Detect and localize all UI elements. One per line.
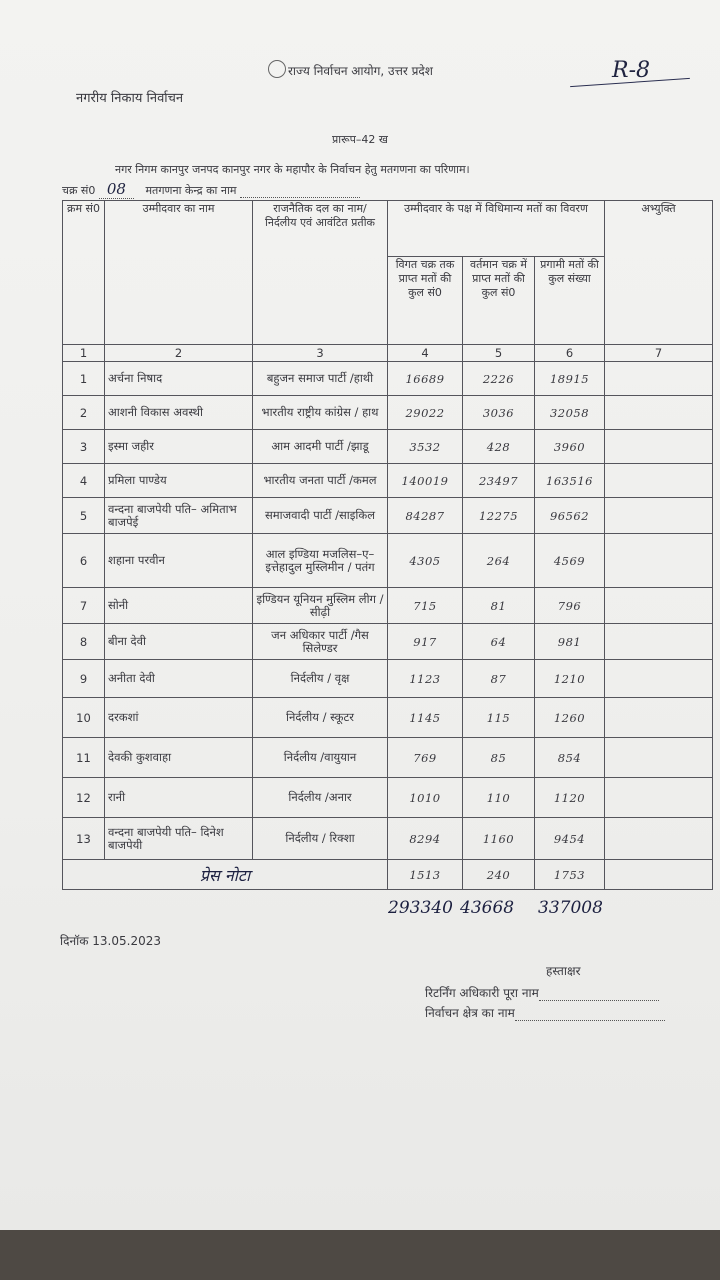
party-name: समाजवादी पार्टी /साइकिल: [253, 498, 388, 534]
current-votes: 115: [463, 698, 535, 738]
round-line: [62, 180, 360, 199]
table-row: [63, 396, 713, 430]
table-row: [63, 588, 713, 624]
previous-votes: 8294: [388, 818, 463, 860]
row-sno: 8: [63, 624, 105, 660]
current-votes: 85: [463, 738, 535, 778]
remarks-cell: [605, 430, 713, 464]
current-votes: 428: [463, 430, 535, 464]
previous-votes: 84287: [388, 498, 463, 534]
cumulative-votes: 18915: [535, 362, 605, 396]
commission-name: राज्य निर्वाचन आयोग, उत्तर प्रदेश: [288, 64, 433, 78]
table-row: [63, 778, 713, 818]
candidate-name: सोनी: [105, 588, 253, 624]
candidate-name: वन्दना बाजपेयी पति– अमिताभ बाजपेई: [105, 498, 253, 534]
election-type: नगरीय निकाय निर्वाचन: [76, 91, 184, 106]
row-sno: 6: [63, 534, 105, 588]
total-current: 43668: [460, 898, 515, 918]
party-name: आल इण्डिया मजलिस–ए–इत्तेहादुल मुस्लिमीन / पतंग: [253, 534, 388, 588]
header-remarks: अभ्युक्ति: [605, 201, 713, 345]
nota-cumulative: 1753: [535, 860, 605, 890]
candidate-name: अर्चना निषाद: [105, 362, 253, 396]
row-sno: 3: [63, 430, 105, 464]
row-sno: 9: [63, 660, 105, 698]
current-votes: 110: [463, 778, 535, 818]
previous-votes: 917: [388, 624, 463, 660]
party-name: निर्दलीय /अनार: [253, 778, 388, 818]
constituency-line: [425, 1004, 665, 1021]
cumulative-votes: 1210: [535, 660, 605, 698]
party-name: बहुजन समाज पार्टी /हाथी: [253, 362, 388, 396]
header-name: उम्मीदवार का नाम: [105, 201, 253, 345]
cumulative-votes: 163516: [535, 464, 605, 498]
header-votes-group: उम्मीदवार के पक्ष में विधिमान्य मतों का विवरण: [388, 201, 605, 257]
row-sno: 10: [63, 698, 105, 738]
current-votes: 1160: [463, 818, 535, 860]
header-previous: विगत चक्र तक प्राप्त मतों की कुल सं0: [388, 257, 463, 345]
row-sno: 1: [63, 362, 105, 396]
table-row: [63, 660, 713, 698]
cumulative-votes: 32058: [535, 396, 605, 430]
row-sno: 5: [63, 498, 105, 534]
current-votes: 23497: [463, 464, 535, 498]
cumulative-votes: 1120: [535, 778, 605, 818]
candidate-name: देवकी कुशवाहा: [105, 738, 253, 778]
row-sno: 2: [63, 396, 105, 430]
candidate-name: अनीता देवी: [105, 660, 253, 698]
officer-line: [425, 984, 659, 1001]
current-votes: 264: [463, 534, 535, 588]
column-number: 5: [463, 345, 535, 362]
previous-votes: 1145: [388, 698, 463, 738]
party-name: निर्दलीय / स्कूटर: [253, 698, 388, 738]
table-row: [63, 738, 713, 778]
row-sno: 7: [63, 588, 105, 624]
officer-dots: [539, 986, 659, 1001]
remarks-cell: [605, 660, 713, 698]
table-row: [63, 818, 713, 860]
column-number: 3: [253, 345, 388, 362]
table-row: [63, 430, 713, 464]
signature-label: हस्ताक्षर: [546, 964, 581, 978]
previous-votes: 16689: [388, 362, 463, 396]
current-votes: 81: [463, 588, 535, 624]
state-emblem-icon: [268, 60, 286, 78]
cumulative-votes: 981: [535, 624, 605, 660]
nota-previous: 1513: [388, 860, 463, 890]
round-value: 08: [99, 180, 134, 199]
result-date: दिनॉक 13.05.2023: [60, 934, 161, 948]
current-votes: 2226: [463, 362, 535, 396]
remarks-cell: [605, 698, 713, 738]
header-current: वर्तमान चक्र में प्राप्त मतों की कुल सं0: [463, 257, 535, 345]
row-sno: 12: [63, 778, 105, 818]
row-sno: 13: [63, 818, 105, 860]
party-name: भारतीय राष्ट्रीय कांग्रेस / हाथ: [253, 396, 388, 430]
centre-label: मतगणना केन्द्र का नाम: [145, 184, 237, 197]
candidate-name: वन्दना बाजपेयी पति– दिनेश बाजपेयी: [105, 818, 253, 860]
column-number-row: [63, 345, 713, 362]
total-previous: 293340: [388, 898, 453, 918]
previous-votes: 140019: [388, 464, 463, 498]
remarks-cell: [605, 860, 713, 890]
column-number: 7: [605, 345, 713, 362]
centre-dots: [240, 184, 360, 198]
nota-label: प्रेस नोटा: [63, 860, 388, 890]
cumulative-votes: 1260: [535, 698, 605, 738]
header-cumulative: प्रगामी मतों की कुल संख्या: [535, 257, 605, 345]
previous-votes: 1123: [388, 660, 463, 698]
remarks-cell: [605, 818, 713, 860]
row-sno: 11: [63, 738, 105, 778]
party-name: निर्दलीय / वृक्ष: [253, 660, 388, 698]
result-title: नगर निगम कानपुर जनपद कानपुर नगर के महापौर के निर्वाचन हेतु मतगणना का परिणाम।: [115, 163, 470, 176]
nota-current: 240: [463, 860, 535, 890]
previous-votes: 1010: [388, 778, 463, 818]
party-name: निर्दलीय /वायुयान: [253, 738, 388, 778]
cumulative-votes: 9454: [535, 818, 605, 860]
remarks-cell: [605, 464, 713, 498]
total-cumulative: 337008: [538, 898, 603, 918]
remarks-cell: [605, 534, 713, 588]
cumulative-votes: 3960: [535, 430, 605, 464]
cumulative-votes: 796: [535, 588, 605, 624]
candidate-name: शहाना परवीन: [105, 534, 253, 588]
row-sno: 4: [63, 464, 105, 498]
cumulative-votes: 854: [535, 738, 605, 778]
constituency-dots: [515, 1006, 665, 1021]
remarks-cell: [605, 778, 713, 818]
background-surface: [0, 1230, 720, 1280]
remarks-cell: [605, 498, 713, 534]
constituency-label: निर्वाचन क्षेत्र का नाम: [425, 1006, 515, 1020]
header-sno: क्रम सं0: [63, 201, 105, 345]
current-votes: 64: [463, 624, 535, 660]
remarks-cell: [605, 738, 713, 778]
previous-votes: 769: [388, 738, 463, 778]
candidate-name: दरकशां: [105, 698, 253, 738]
table-row: [63, 624, 713, 660]
party-name: इण्डियन यूनियन मुस्लिम लीग / सीढ़ी: [253, 588, 388, 624]
cumulative-votes: 96562: [535, 498, 605, 534]
column-number: 2: [105, 345, 253, 362]
previous-votes: 4305: [388, 534, 463, 588]
current-votes: 12275: [463, 498, 535, 534]
nota-row: [63, 860, 713, 890]
column-number: 1: [63, 345, 105, 362]
candidate-name: आशनी विकास अवस्थी: [105, 396, 253, 430]
form-number: प्रारूप–42 ख: [332, 133, 388, 146]
cumulative-votes: 4569: [535, 534, 605, 588]
remarks-cell: [605, 396, 713, 430]
table-row: [63, 362, 713, 396]
column-number: 4: [388, 345, 463, 362]
table-row: [63, 698, 713, 738]
round-label: चक्र सं0: [62, 184, 96, 197]
table-row: [63, 498, 713, 534]
current-votes: 87: [463, 660, 535, 698]
remarks-cell: [605, 588, 713, 624]
previous-votes: 3532: [388, 430, 463, 464]
party-name: आम आदमी पार्टी /झाडू: [253, 430, 388, 464]
table-row: [63, 534, 713, 588]
column-number: 6: [535, 345, 605, 362]
candidate-name: बीना देवी: [105, 624, 253, 660]
party-name: भारतीय जनता पार्टी /कमल: [253, 464, 388, 498]
officer-label: रिटर्निंग अधिकारी पूरा नाम: [425, 986, 539, 1000]
party-name: निर्दलीय / रिक्शा: [253, 818, 388, 860]
remarks-cell: [605, 624, 713, 660]
candidate-name: रानी: [105, 778, 253, 818]
current-votes: 3036: [463, 396, 535, 430]
previous-votes: 29022: [388, 396, 463, 430]
candidate-name: इस्मा जहीर: [105, 430, 253, 464]
table-row: [63, 464, 713, 498]
party-name: जन अधिकार पार्टी /गैस सिलेण्डर: [253, 624, 388, 660]
header-party: राजनैतिक दल का नाम/ निर्दलीय एवं आवंटित प्रतीक: [253, 201, 388, 345]
results-table: [62, 200, 713, 890]
previous-votes: 715: [388, 588, 463, 624]
remarks-cell: [605, 362, 713, 396]
handwritten-ref: R-8: [612, 58, 650, 83]
candidate-name: प्रमिला पाण्डेय: [105, 464, 253, 498]
